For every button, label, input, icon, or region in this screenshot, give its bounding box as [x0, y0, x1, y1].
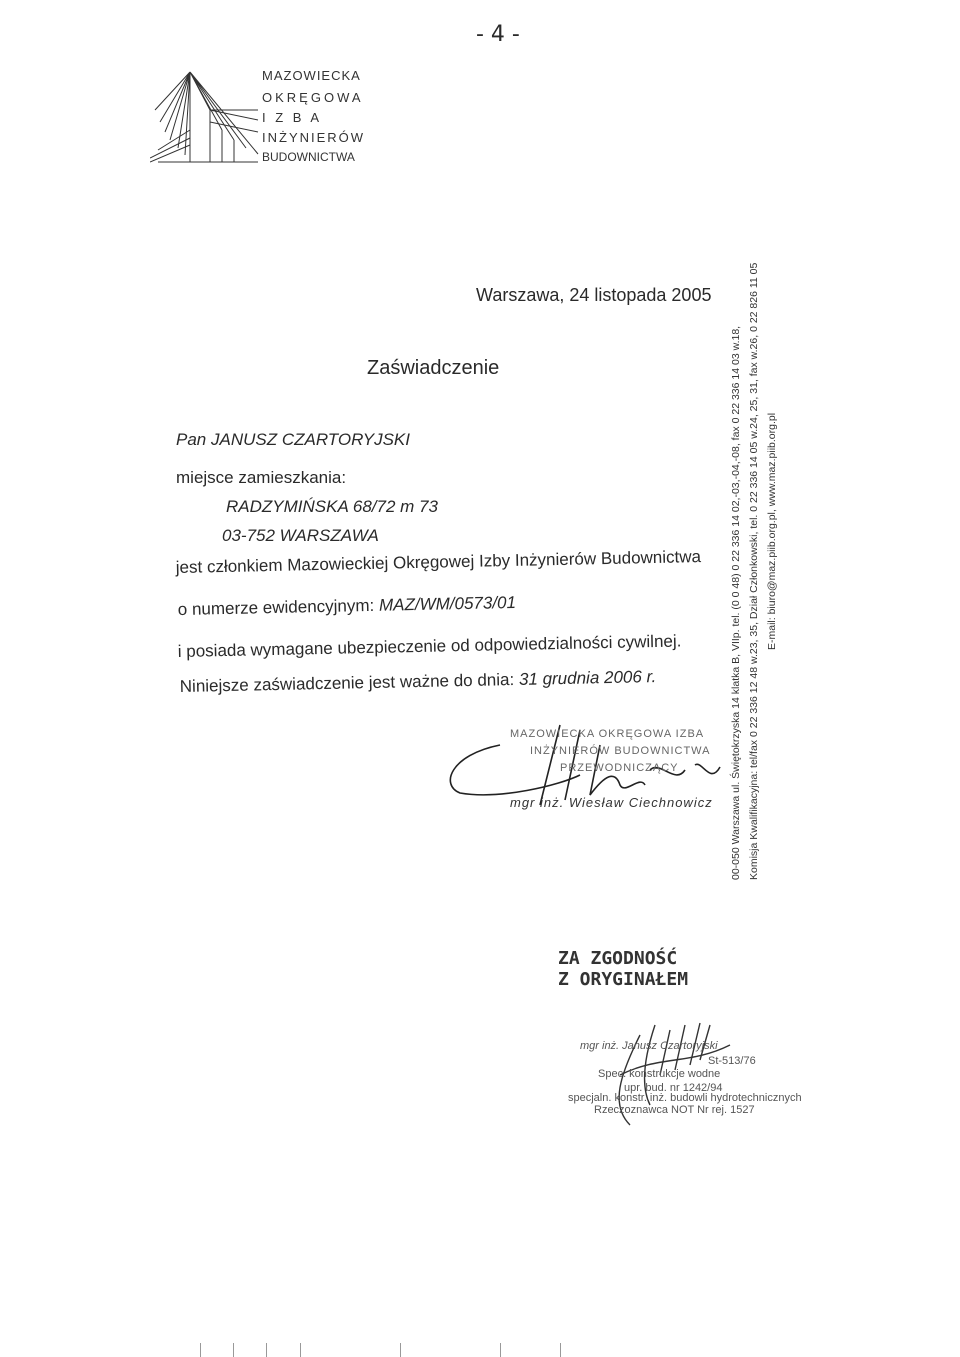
- certifier-line1: mgr inż. Janusz Czartoryjski: [580, 1040, 718, 1052]
- recipient-line: [176, 430, 410, 450]
- page-number: - 4 -: [476, 22, 520, 47]
- contact-email: E-mail: biuro@maz.piib.org.pl, www.maz.piib.org.pl: [766, 412, 778, 650]
- certifier-line2: St-513/76: [708, 1055, 756, 1067]
- certifier-line6: Rzeczoznawca NOT Nr rej. 1527: [594, 1104, 755, 1116]
- validity-label: Niniejsze zaświadczenie jest ważne do dnia:: [179, 669, 515, 697]
- chamber-logo-icon: [150, 70, 260, 165]
- scan-edge-marks: [0, 1335, 960, 1357]
- contact-info-sidebar: [730, 120, 800, 880]
- address-line2: 03-752 WARSZAWA: [222, 526, 379, 545]
- contact-qualification: Komisja Kwalifikacyjna: tel/fax 0 22 336 12 48 w.23, 35, Dział Członkowski, tel. 0 22 336 14 05 w.24, 25, 31, fax w.26, 0 22 826 11 05: [748, 262, 760, 880]
- stamp-line2: INŻYNIERÓW BUDOWNICTWA: [530, 745, 711, 757]
- validity-date: 31 grudnia 2006 r.: [518, 667, 657, 689]
- certification-line1: ZA ZGODNOŚĆ: [558, 948, 678, 969]
- org-name-line1: MAZOWIECKA: [262, 68, 361, 83]
- validity-line: [180, 667, 657, 697]
- name-prefix: Pan: [176, 430, 207, 449]
- place-date: Warszawa, 24 listopada 2005: [476, 285, 712, 305]
- certification-line2: Z ORYGINAŁEM: [558, 969, 689, 990]
- registry-line: [178, 593, 517, 620]
- recipient-name: JANUSZ CZARTORYJSKI: [210, 430, 410, 449]
- registry-label: o numerze ewidencyjnym:: [177, 595, 375, 620]
- certifier-line5: specjaln. konstr. inż. budowli hydrotechnicznych: [568, 1092, 802, 1104]
- stamp-line3: PRZEWODNICZĄCY: [560, 762, 679, 774]
- org-name-line3: I Z B A: [262, 110, 323, 125]
- certifier-line3: Spec. konstrukcje wodne: [598, 1068, 721, 1080]
- address-line1: RADZYMIŃSKA 68/72 m 73: [226, 497, 438, 516]
- org-name-line5: BUDOWNICTWA: [262, 150, 355, 164]
- document-title: Zaświadczenie: [367, 357, 500, 379]
- registry-number: MAZ/WM/0573/01: [378, 592, 517, 615]
- certifier-line4: upr. bud. nr 1242/94: [624, 1082, 723, 1094]
- stamp-line1: MAZOWIECKA OKRĘGOWA IZBA: [510, 728, 705, 740]
- insurance-text: i posiada wymagane ubezpieczenie od odpowiedzialności cywilnej.: [177, 631, 682, 662]
- residence-label: miejsce zamieszkania:: [176, 468, 347, 487]
- contact-address: 00-050 Warszawa ul. Świętokrzyska 14 klatka B, VIIp. tel. (0 0 48) 0 22 336 14 02,-03,-04,-08, fax 0 22 336 14 03 w.18,: [730, 325, 742, 880]
- signer-name: mgr inż. Wiesław Ciechnowicz: [510, 795, 713, 810]
- org-name-line2: OKRĘGOWA: [262, 90, 364, 105]
- org-name-line4: INŻYNIERÓW: [262, 130, 366, 145]
- membership-text: jest członkiem Mazowieckiej Okręgowej Izby Inżynierów Budownictwa: [175, 547, 702, 578]
- certification-stamp: [558, 948, 688, 990]
